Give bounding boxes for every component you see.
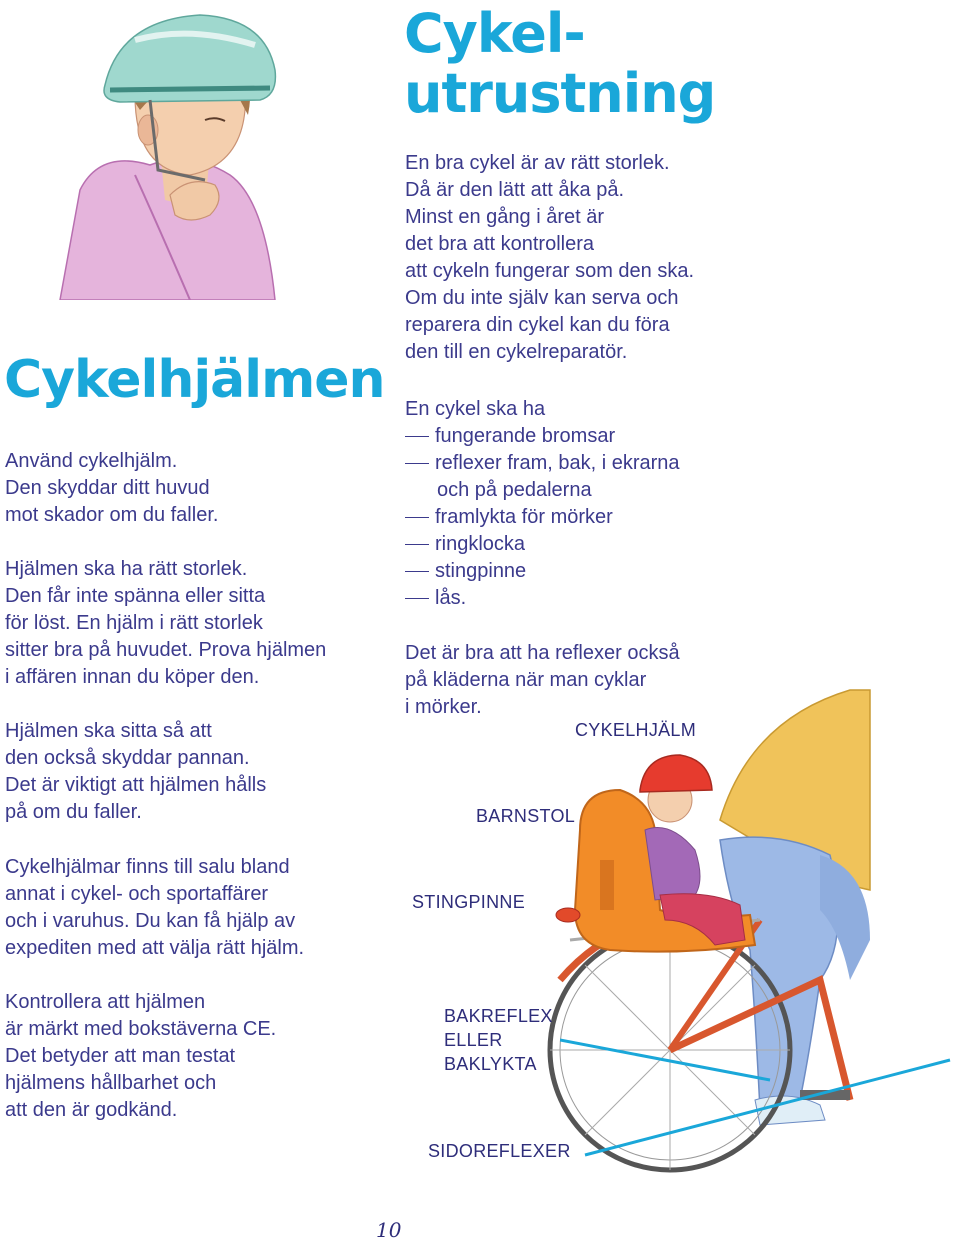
left-paragraph-3 [5,718,266,826]
left-paragraph-5 [5,989,276,1124]
text-line: Den får inte spänna eller sitta [5,585,266,607]
text-line: expediten med att välja rätt hjälm. [5,937,305,959]
text-line: Då är den lätt att åka på. [405,179,625,201]
text-line: annat i cykel- och sportaffärer [5,883,269,905]
text-line: sitter bra på huvudet. Prova hjälmen [5,639,327,661]
heading-cykelutrustning [404,4,715,124]
text-line: mot skador om du faller. [5,504,219,526]
heading-line: utrustning [404,62,716,125]
text-line: den till en cykelreparatör. [405,341,628,363]
list-item [405,423,680,450]
dash-icon [405,517,429,531]
right-paragraph-1 [405,150,694,366]
list-item [405,531,680,558]
text-line: och i varuhus. Du kan få hjälp av [5,910,296,932]
page-number: 10 [376,1218,402,1242]
heading-cykelhjalmen: Cykelhjälmen [4,350,385,410]
left-paragraph-1 [5,448,218,529]
text-line: Hjälmen ska sitta så att [5,720,212,742]
text-line: den också skyddar pannan. [5,747,250,769]
text-line: Den skyddar ditt huvud [5,477,210,499]
list-item-text: ringklocka [435,533,526,555]
label-line: ELLER [444,1030,503,1050]
text-line: för löst. En hjälm i rätt storlek [5,612,263,634]
text-line: det bra att kontrollera [405,233,594,255]
text-line: Cykelhjälmar finns till salu bland [5,856,290,878]
text-line: Det är bra att ha reflexer också [405,642,680,664]
dash-icon [405,463,429,477]
text-line: i mörker. [405,696,482,718]
list-item-text: stingpinne [435,560,527,582]
label-barnstol: BARNSTOL [476,806,576,826]
dash-icon [405,598,429,612]
list-item-text: lås. [435,587,467,609]
equipment-list [405,396,680,612]
dash-icon [405,436,429,450]
text-line: Det betyder att man testat [5,1045,236,1067]
list-item [405,558,680,585]
label-sidoreflexer: SIDOREFLEXER [428,1141,571,1161]
list-item [405,585,680,612]
label-line: BAKREFLEX [444,1006,553,1026]
text-line: på kläderna när man cyklar [405,669,647,691]
callout-line-side [585,1060,950,1155]
dash-icon [405,571,429,585]
text-line: att den är godkänd. [5,1099,178,1121]
label-line: BAKLYKTA [444,1054,537,1074]
text-line: Minst en gång i året är [405,206,604,228]
dash-icon [405,544,429,558]
text-line: reparera din cykel kan du föra [405,314,670,336]
text-line: Använd cykelhjälm. [5,450,178,472]
label-cykelhjalm: CYKELHJÄLM [575,720,697,740]
list-intro: En cykel ska ha [405,398,546,420]
list-item-text: fungerande bromsar [435,425,616,447]
label-bakreflex [444,1004,553,1076]
left-paragraph-4 [5,854,304,962]
text-line: i affären innan du köper den. [5,666,260,688]
list-item [405,450,680,477]
text-line: på om du faller. [5,801,142,823]
left-paragraph-2 [5,556,326,691]
list-item-continuation: och på pedalerna [437,479,592,501]
heading-line: Cykel- [404,2,585,65]
callout-lines [560,1000,960,1180]
text-line: Hjälmen ska ha rätt storlek. [5,558,248,580]
text-line: är märkt med bokstäverna CE. [5,1018,277,1040]
text-line: En bra cykel är av rätt storlek. [405,152,670,174]
text-line: hjälmens hållbarhet och [5,1072,217,1094]
text-line: Kontrollera att hjälmen [5,991,206,1013]
helmet-person-illustration [40,0,280,300]
text-line: Om du inte själv kan serva och [405,287,679,309]
list-item [405,504,680,531]
label-stingpinne: STINGPINNE [412,892,526,912]
list-item-text: framlykta för mörker [435,506,613,528]
text-line: Det är viktigt att hjälmen hålls [5,774,267,796]
text-line: att cykeln fungerar som den ska. [405,260,695,282]
list-item-text: reflexer fram, bak, i ekrarna [435,452,680,474]
callout-line-rear [560,1040,770,1080]
